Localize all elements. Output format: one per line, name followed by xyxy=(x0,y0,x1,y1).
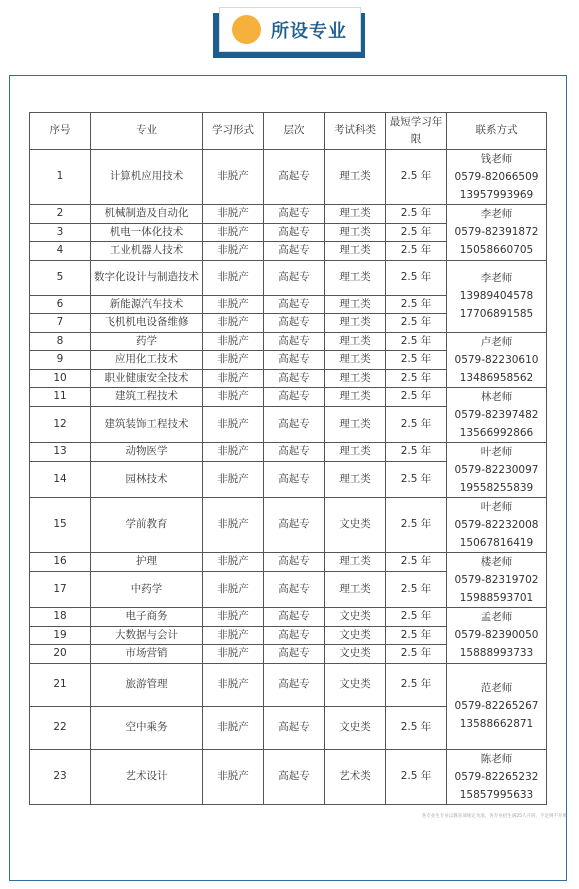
contact-cell xyxy=(447,260,547,332)
table-row xyxy=(30,749,547,804)
page-title: 所设专业 xyxy=(271,20,347,42)
cell-years: 2.5 年 xyxy=(386,407,447,443)
contact-teacher: 李老师 xyxy=(480,272,513,284)
cell-category: 理工类 xyxy=(325,553,386,572)
cell-major: 市场营销 xyxy=(91,645,203,664)
cell-years: 2.5 年 xyxy=(386,332,447,351)
majors-table xyxy=(29,112,547,805)
cell-form: 非脱产 xyxy=(203,150,264,205)
cell-level: 高起专 xyxy=(264,663,325,706)
contact-phone: 0579-82319702 xyxy=(454,574,539,586)
cell-years: 2.5 年 xyxy=(386,706,447,749)
cell-level: 高起专 xyxy=(264,223,325,242)
header-badge xyxy=(219,7,361,52)
contact-mobile: 19558255839 xyxy=(459,482,534,494)
header-contact: 联系方式 xyxy=(447,113,547,150)
cell-major: 数字化设计与制造技术 xyxy=(91,260,203,295)
contact-cell xyxy=(447,553,547,608)
cell-category: 理工类 xyxy=(325,314,386,333)
cell-category: 文史类 xyxy=(325,706,386,749)
cell-no: 23 xyxy=(30,749,91,804)
cell-level: 高起专 xyxy=(264,407,325,443)
contact-phone: 0579-82265232 xyxy=(454,770,539,783)
cell-major: 药学 xyxy=(91,332,203,351)
contact-teacher: 范老师 xyxy=(480,682,513,694)
cell-level: 高起专 xyxy=(264,332,325,351)
header-form: 学习形式 xyxy=(203,113,264,150)
contact-teacher: 叶老师 xyxy=(480,446,513,458)
contact-cell xyxy=(447,388,547,443)
contact-cell xyxy=(447,749,547,804)
contact-phone: 0579-82391872 xyxy=(454,226,539,239)
cell-no: 6 xyxy=(30,295,91,314)
table-row xyxy=(30,150,547,205)
cell-no: 7 xyxy=(30,314,91,333)
cell-years: 2.5 年 xyxy=(386,150,447,205)
contact-cell xyxy=(447,663,547,749)
cell-category: 理工类 xyxy=(325,150,386,205)
cell-years: 2.5 年 xyxy=(386,260,447,295)
contact-mobile: 13957993969 xyxy=(459,189,534,201)
cell-category: 理工类 xyxy=(325,388,386,407)
cell-level: 高起专 xyxy=(264,572,325,608)
cell-category: 理工类 xyxy=(325,242,386,261)
cell-major: 职业健康安全技术 xyxy=(91,369,203,388)
cell-major: 建筑工程技术 xyxy=(91,388,203,407)
contact-teacher: 孟老师 xyxy=(480,611,513,624)
cell-no: 18 xyxy=(30,608,91,627)
cell-major: 艺术设计 xyxy=(91,749,203,804)
cell-form: 非脱产 xyxy=(203,223,264,242)
contact-mobile: 15988593701 xyxy=(459,592,534,604)
cell-category: 理工类 xyxy=(325,351,386,370)
cell-major: 新能源汽车技术 xyxy=(91,295,203,314)
cell-level: 高起专 xyxy=(264,388,325,407)
cell-form: 非脱产 xyxy=(203,663,264,706)
contact-phone: 0579-82265267 xyxy=(454,700,539,712)
contact-phone: 0579-82397482 xyxy=(454,409,539,421)
contact-cell xyxy=(447,498,547,553)
cell-years: 2.5 年 xyxy=(386,608,447,627)
header-years: 最短学习年限 xyxy=(386,113,447,150)
cell-major: 飞机机电设备维修 xyxy=(91,314,203,333)
cell-category: 文史类 xyxy=(325,645,386,664)
table-row xyxy=(30,443,547,462)
cell-level: 高起专 xyxy=(264,295,325,314)
cell-form: 非脱产 xyxy=(203,369,264,388)
contact-teacher: 陈老师 xyxy=(480,752,513,765)
cell-no: 12 xyxy=(30,407,91,443)
contact-phone: 13989404578 xyxy=(459,290,534,302)
cell-level: 高起专 xyxy=(264,314,325,333)
cell-years: 2.5 年 xyxy=(386,572,447,608)
contact-phone: 0579-82230097 xyxy=(454,464,539,476)
contact-teacher: 李老师 xyxy=(480,208,513,221)
cell-category: 理工类 xyxy=(325,443,386,462)
cell-category: 文史类 xyxy=(325,608,386,627)
cell-years: 2.5 年 xyxy=(386,242,447,261)
contact-phone: 0579-82232008 xyxy=(454,519,539,531)
cell-level: 高起专 xyxy=(264,443,325,462)
cell-level: 高起专 xyxy=(264,242,325,261)
cell-category: 理工类 xyxy=(325,407,386,443)
cell-form: 非脱产 xyxy=(203,749,264,804)
cell-form: 非脱产 xyxy=(203,314,264,333)
contact-teacher: 楼老师 xyxy=(480,556,513,568)
cell-no: 3 xyxy=(30,223,91,242)
table-row xyxy=(30,498,547,553)
contact-cell xyxy=(447,205,547,261)
cell-years: 2.5 年 xyxy=(386,626,447,645)
cell-no: 10 xyxy=(30,369,91,388)
cell-major: 电子商务 xyxy=(91,608,203,627)
cell-level: 高起专 xyxy=(264,553,325,572)
header-major: 专业 xyxy=(91,113,203,150)
cell-major: 旅游管理 xyxy=(91,663,203,706)
table-row xyxy=(30,608,547,627)
header-level: 层次 xyxy=(264,113,325,150)
contact-cell xyxy=(447,332,547,388)
cell-category: 艺术类 xyxy=(325,749,386,804)
contact-teacher: 叶老师 xyxy=(480,501,513,513)
cell-level: 高起专 xyxy=(264,150,325,205)
cell-form: 非脱产 xyxy=(203,706,264,749)
cell-years: 2.5 年 xyxy=(386,388,447,407)
cell-level: 高起专 xyxy=(264,260,325,295)
cell-no: 2 xyxy=(30,205,91,224)
cell-no: 21 xyxy=(30,663,91,706)
cell-category: 理工类 xyxy=(325,260,386,295)
cell-years: 2.5 年 xyxy=(386,749,447,804)
cell-form: 非脱产 xyxy=(203,295,264,314)
cell-no: 9 xyxy=(30,351,91,370)
cell-no: 8 xyxy=(30,332,91,351)
cell-no: 20 xyxy=(30,645,91,664)
cell-years: 2.5 年 xyxy=(386,295,447,314)
cell-no: 1 xyxy=(30,150,91,205)
cell-category: 理工类 xyxy=(325,223,386,242)
cell-form: 非脱产 xyxy=(203,498,264,553)
cell-form: 非脱产 xyxy=(203,608,264,627)
cell-form: 非脱产 xyxy=(203,260,264,295)
cell-category: 理工类 xyxy=(325,462,386,498)
cell-years: 2.5 年 xyxy=(386,663,447,706)
cell-form: 非脱产 xyxy=(203,205,264,224)
cell-major: 机械制造及自动化 xyxy=(91,205,203,224)
cell-major: 建筑装饰工程技术 xyxy=(91,407,203,443)
header-no: 序号 xyxy=(30,113,91,150)
contact-teacher: 钱老师 xyxy=(480,153,513,165)
cell-level: 高起专 xyxy=(264,626,325,645)
cell-years: 2.5 年 xyxy=(386,205,447,224)
cell-years: 2.5 年 xyxy=(386,369,447,388)
cell-major: 中药学 xyxy=(91,572,203,608)
cell-years: 2.5 年 xyxy=(386,223,447,242)
cell-major: 计算机应用技术 xyxy=(91,150,203,205)
contact-phone: 0579-82230610 xyxy=(454,353,539,366)
cell-years: 2.5 年 xyxy=(386,443,447,462)
cell-no: 5 xyxy=(30,260,91,295)
footnote: 各专业生专业以教育部规定为准，各专业招生满25人开班，不足则不开班 xyxy=(421,814,567,819)
cell-form: 非脱产 xyxy=(203,553,264,572)
cell-category: 理工类 xyxy=(325,572,386,608)
contact-cell xyxy=(447,608,547,664)
cell-major: 园林技术 xyxy=(91,462,203,498)
cell-no: 19 xyxy=(30,626,91,645)
cell-form: 非脱产 xyxy=(203,407,264,443)
cell-category: 理工类 xyxy=(325,295,386,314)
cell-level: 高起专 xyxy=(264,369,325,388)
cell-major: 护理 xyxy=(91,553,203,572)
cell-category: 文史类 xyxy=(325,626,386,645)
cell-no: 14 xyxy=(30,462,91,498)
cell-years: 2.5 年 xyxy=(386,498,447,553)
cell-level: 高起专 xyxy=(264,205,325,224)
cell-level: 高起专 xyxy=(264,498,325,553)
table-header-row xyxy=(30,113,547,150)
cell-form: 非脱产 xyxy=(203,242,264,261)
table-row xyxy=(30,663,547,706)
table-row xyxy=(30,260,547,295)
table-row xyxy=(30,388,547,407)
cell-no: 22 xyxy=(30,706,91,749)
cell-level: 高起专 xyxy=(264,351,325,370)
contact-mobile: 17706891585 xyxy=(459,308,534,320)
cell-major: 学前教育 xyxy=(91,498,203,553)
cell-no: 11 xyxy=(30,388,91,407)
contact-mobile: 13486958562 xyxy=(459,371,534,384)
contact-cell xyxy=(447,443,547,498)
contact-phone: 0579-82066509 xyxy=(454,171,539,183)
cell-no: 4 xyxy=(30,242,91,261)
cell-no: 16 xyxy=(30,553,91,572)
cell-category: 理工类 xyxy=(325,205,386,224)
cell-major: 大数据与会计 xyxy=(91,626,203,645)
cell-level: 高起专 xyxy=(264,706,325,749)
cell-years: 2.5 年 xyxy=(386,462,447,498)
table-row xyxy=(30,553,547,572)
cell-form: 非脱产 xyxy=(203,443,264,462)
cell-level: 高起专 xyxy=(264,749,325,804)
cell-no: 15 xyxy=(30,498,91,553)
contact-mobile: 15857995633 xyxy=(459,788,534,801)
contact-phone: 0579-82390050 xyxy=(454,629,539,642)
contact-mobile: 13588662871 xyxy=(459,718,534,730)
cell-major: 工业机器人技术 xyxy=(91,242,203,261)
cell-years: 2.5 年 xyxy=(386,314,447,333)
cell-level: 高起专 xyxy=(264,462,325,498)
contact-teacher: 卢老师 xyxy=(480,335,513,348)
cell-category: 文史类 xyxy=(325,498,386,553)
contact-mobile: 13566992866 xyxy=(459,427,534,439)
cell-category: 理工类 xyxy=(325,369,386,388)
cell-major: 机电一体化技术 xyxy=(91,223,203,242)
cell-level: 高起专 xyxy=(264,608,325,627)
cell-form: 非脱产 xyxy=(203,572,264,608)
cell-no: 17 xyxy=(30,572,91,608)
contact-mobile: 15067816419 xyxy=(459,537,534,549)
cell-years: 2.5 年 xyxy=(386,351,447,370)
cell-major: 应用化工技术 xyxy=(91,351,203,370)
cell-no: 13 xyxy=(30,443,91,462)
cell-major: 动物医学 xyxy=(91,443,203,462)
header-category: 考试科类 xyxy=(325,113,386,150)
table-row xyxy=(30,205,547,224)
table-row xyxy=(30,332,547,351)
contact-mobile: 15058660705 xyxy=(459,244,534,257)
cell-years: 2.5 年 xyxy=(386,645,447,664)
cell-major: 空中乘务 xyxy=(91,706,203,749)
cell-category: 理工类 xyxy=(325,332,386,351)
circle-icon xyxy=(232,15,261,44)
cell-years: 2.5 年 xyxy=(386,553,447,572)
cell-form: 非脱产 xyxy=(203,388,264,407)
cell-category: 文史类 xyxy=(325,663,386,706)
cell-level: 高起专 xyxy=(264,645,325,664)
contact-cell xyxy=(447,150,547,205)
cell-form: 非脱产 xyxy=(203,462,264,498)
contact-mobile: 15888993733 xyxy=(459,647,534,660)
cell-form: 非脱产 xyxy=(203,332,264,351)
cell-form: 非脱产 xyxy=(203,351,264,370)
cell-form: 非脱产 xyxy=(203,645,264,664)
cell-form: 非脱产 xyxy=(203,626,264,645)
contact-teacher: 林老师 xyxy=(480,391,513,403)
